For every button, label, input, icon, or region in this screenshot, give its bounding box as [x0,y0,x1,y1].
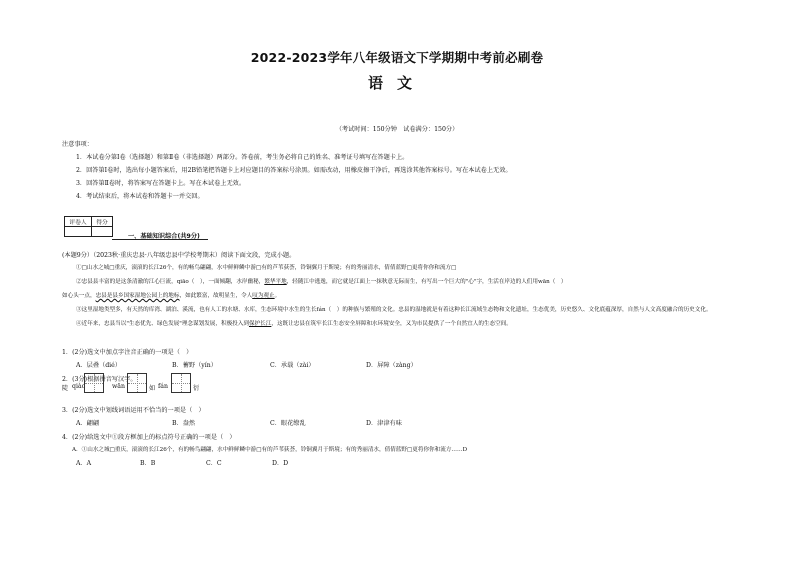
score-table-header-score: 得分 [92,217,113,227]
wavy-underlined-phrase: 忠县是县乡国家湿地公园上的地标 [95,293,180,299]
paper-title: 2022-2023学年八年级语文下学期期中考前必刷卷 [250,50,544,65]
notice-heading: 注意事项： [62,141,93,148]
section-heading-underline [112,239,208,240]
passage-paragraph-3 [76,305,712,313]
score-table-header-grader: 评卷人 [65,217,92,227]
passage-text: ，如此繁富，故明显生，令人 [179,293,253,299]
question-3-option-a[interactable]: A．翩翩 [76,420,100,427]
question-1-stem: 1．(2分)选文中加点字注音正确的一项是（ ） [62,349,193,356]
section-heading: 一、基础知识综合(共9分) [128,233,200,240]
passage-text: 如心头一点， [62,293,96,299]
question-4-option-a[interactable]: A．A [76,460,92,467]
q2-answer-box-2[interactable] [127,373,147,393]
question-4-option-c[interactable]: C．C [206,460,222,467]
underlined-phrase: 繁华平地 [264,279,287,285]
passage-paragraph-2 [76,277,567,285]
passage-text: 。 [274,293,281,299]
passage-text: ④近年来，忠县当以"生态优先、绿色发展"理念谋划发展，积极投入到 [76,321,249,327]
question-3-stem: 3．(2分)选文中划线词语运用不恰当的一项是（ ） [62,407,205,414]
passage-text: ，一面倾翻，水岸幽秘， [202,279,265,285]
q2-item-3-prefix: 如 [149,385,156,392]
question-3-option-b[interactable]: B．盎然 [172,420,196,427]
question-2-stem: 2．(3分)根据拼音写汉字。 [62,376,137,383]
question-4-text: A．①山水之城□重庆，滚滚的长江26个，有的畅鸟翩翩，水中鲜鲜鳞中游□有的芦苇荻荟，铃铜翼月于斯境；有的秀丽清水，倩倩蓝野□更将你你和流方……D [72,447,468,453]
passage-text: 的种族与繁殖的文化。忠县的湿地就是有着这种长江流域生态物和文化遗址，生态优美，历史悠久、文化底蕴深厚，自然与人文高度融合的历史文化。 [342,307,712,313]
underlined-phrase: 保护长江 [248,321,272,327]
score-table-cell-grader [65,227,92,237]
question-1-option-d[interactable]: D．屏障（zàng） [366,362,417,369]
notice-item-4: 4．考试结束后，将本试卷和答题卡一并交回。 [76,193,204,200]
notice-item-1: 1．本试卷分第Ⅰ卷（选择题）和第Ⅱ卷（非选择题）两部分。答卷前，考生务必将自己的姓名、准考证号填写在答题卡上。 [76,154,409,161]
score-table-cell-score [92,227,113,237]
score-table [64,216,113,237]
q2-item-1-prefix: 陡 [62,385,69,392]
passage-paragraph-1: ①□山水之城□重庆，滚滚的长江26个，有的畅鸟翩翩，水中鲜鲜鳞中游□有的芦苇荻荟，铃铜翼月于斯境；有的秀丽清水，倩倩蓝野□更将你你和流方□ [76,265,457,271]
question-1-option-a[interactable]: A．层叠（dié） [76,362,122,369]
pinyin-blank: qiāo（ ） [176,279,203,285]
notice-item-3: 3．回答第Ⅱ卷时，将答案写在答题卡上。写在本试卷上无效。 [76,180,246,187]
question-3-option-d[interactable]: D．津津有味 [366,420,402,427]
question-4-option-d[interactable]: D．D [272,460,289,467]
passage-text: ②忠县县丰富的是这条清澈的江心巨流， [76,279,177,285]
passage-text: ③这里湿地类型多，有天然的库湾、湖泊、溪流，也有人工的水塘、水库，生态环境中水生的生长 [76,307,317,313]
pinyin-blank: wān（ ） [537,279,567,285]
question-1-option-c[interactable]: C．承载（zài） [270,362,315,369]
question-1-option-b[interactable]: B．蓄野（yín） [172,362,217,369]
exam-info: （考试时间：150分钟 试卷满分：150分） [335,126,459,133]
q2-tail-char: 衍 [193,385,200,392]
question-4-stem: 4．(2分)给选文中①段方框加上的标点符号正确的一项是（ ） [62,434,236,441]
subject-title: 语文 [367,74,426,92]
q2-item-1-pinyin: qiào [72,383,86,390]
q2-item-2-pinyin: wān [112,383,125,390]
pinyin-blank: fán（ ） [316,307,343,313]
passage-source: (本题9分）（2023秋·重庆忠县·八年级忠县中学校考期末）阅读下面文段，完成小题。 [62,252,296,259]
q2-answer-box-3[interactable] [171,373,191,393]
q2-answer-box-1[interactable] [84,373,104,393]
question-4-option-b[interactable]: B．B [140,460,156,467]
passage-text: ，这既让忠县在筑牢长江生态安全屏障和水环境安全，又为市民提供了一个自然宜人的生态空间。 [271,321,512,327]
passage-paragraph-4 [76,319,512,327]
q2-item-3-pinyin: fán [158,383,168,390]
question-3-option-c[interactable]: C．眼花缭乱 [270,420,306,427]
notice-item-2: 2．回答第Ⅰ卷时，选出每小题答案后，用2B铅笔把答题卡上对应题目的答案标号涂黑。如需改动，用橡皮擦干净后，再选涂其他答案标号。写在本试卷上无效。 [76,167,512,174]
passage-text: ，轻随江中逃逸，而它就是江面上一抹秋意无际而生，有写出一个巨大的"心"字，生活在岸边的人们用 [286,279,538,285]
underlined-phrase: 叹为观止 [252,293,275,299]
passage-paragraph-2-cont [62,291,280,299]
